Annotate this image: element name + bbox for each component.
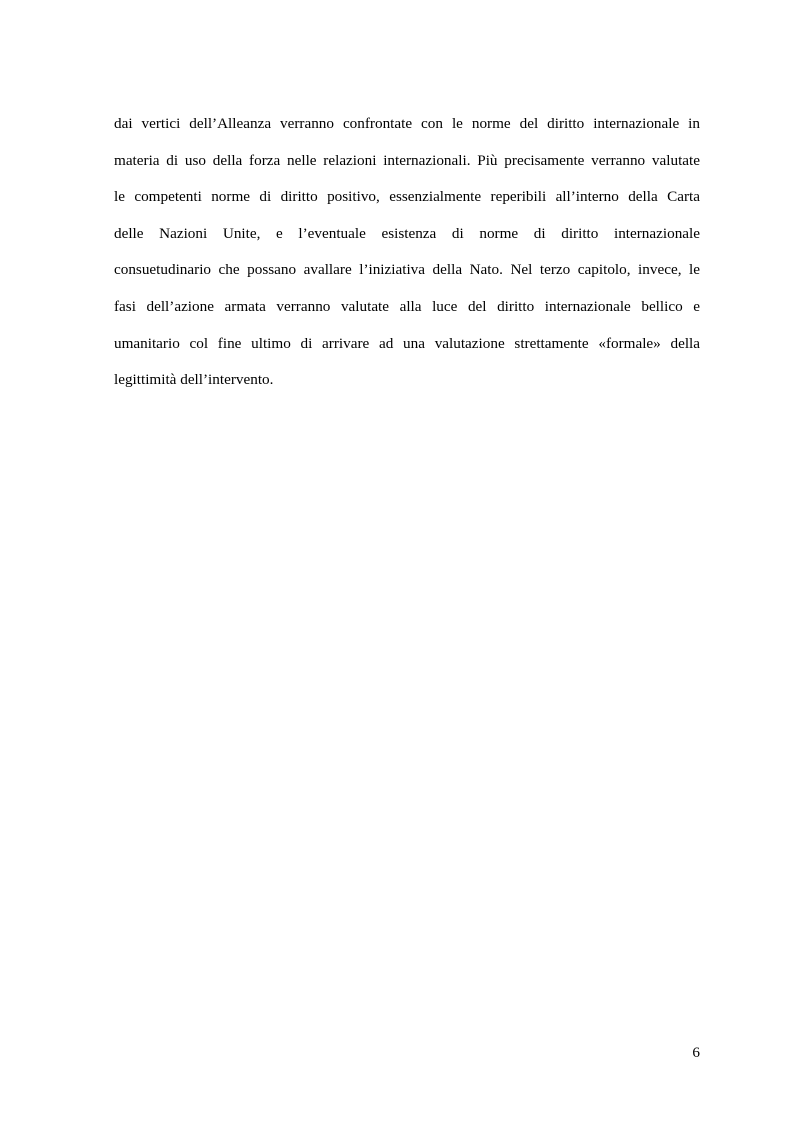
paragraph-line: consuetudinario che possano avallare l’iniziativa della Nato. Nel terzo capitolo, invece, le xyxy=(114,261,700,279)
page-number: 6 xyxy=(692,1044,700,1061)
paragraph-line: umanitario col fine ultimo di arrivare ad una valutazione strettamente «formale» della xyxy=(114,334,700,352)
paragraph-line: delle Nazioni Unite, e l’eventuale esistenza di norme di diritto internazionale xyxy=(114,224,700,242)
paragraph-line: dai vertici dell’Alleanza verranno confrontate con le norme del diritto internazionale in xyxy=(114,115,700,132)
paragraph-line: legittimità dell’intervento. xyxy=(114,371,274,389)
paragraph-line: fasi dell’azione armata verranno valutate alla luce del diritto internazionale bellico e xyxy=(114,297,700,315)
paragraph-line: le competenti norme di diritto positivo, essenzialmente reperibili all’interno della Carta xyxy=(114,188,700,206)
paragraph-line: materia di uso della forza nelle relazioni internazionali. Più precisamente verranno valutate xyxy=(114,151,700,169)
body-paragraph xyxy=(114,110,700,403)
